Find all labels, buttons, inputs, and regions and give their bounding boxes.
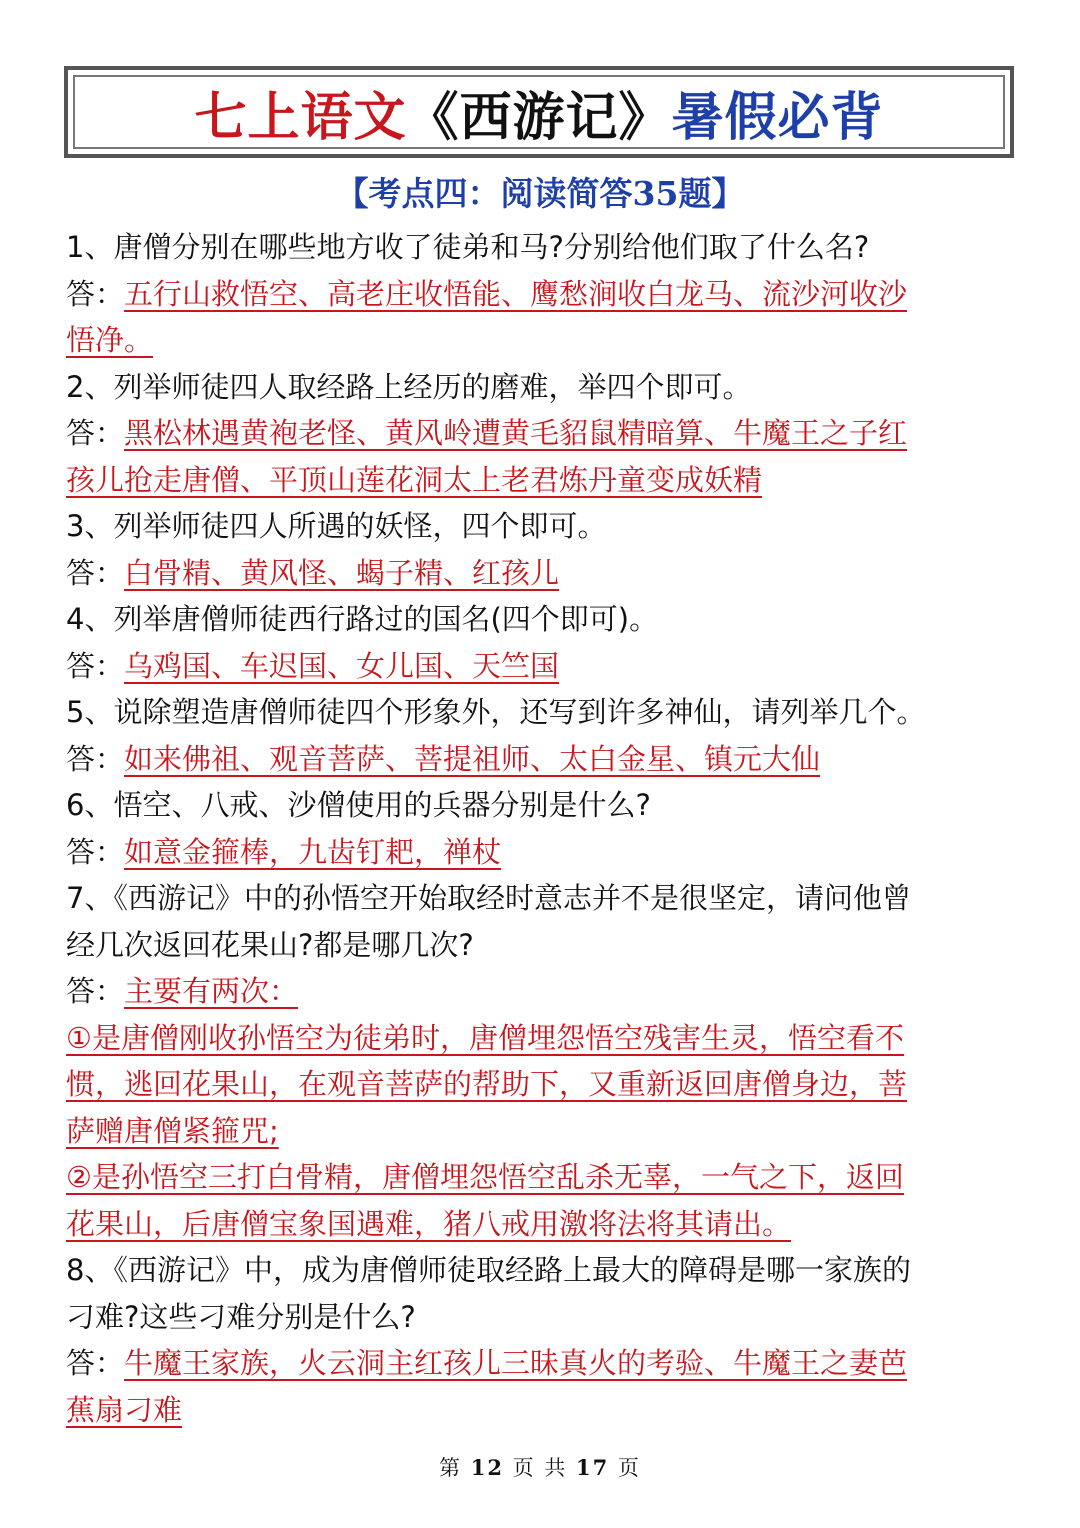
title-part-subject: 七上语文 [194, 86, 407, 148]
answer-label: 答： [66, 834, 125, 869]
question-line: 7、《西游记》中的孙悟空开始取经时意志并不是很坚定，请问他曾 [66, 881, 911, 915]
answer-label: 答： [66, 648, 125, 683]
answer-label: 答： [66, 1346, 125, 1380]
answer-line [66, 736, 1016, 783]
footer-suffix: 页 [617, 1456, 641, 1480]
footer-page-number: 12 [470, 1455, 504, 1480]
answer-text: ①是唐僧刚收孙悟空为徒弟时，唐僧埋怨悟空残害生灵，悟空看不 [66, 1020, 904, 1055]
answer-text: 牛魔王家族，火云洞主红孩儿三昧真火的考验、牛魔王之妻芭 [124, 1346, 908, 1380]
title-frame [64, 66, 1014, 158]
section-title: 【考点四：阅读简答35题】 [335, 174, 745, 213]
answer-line [66, 1387, 1016, 1434]
answer-text: 惯，逃回花果山，在观音菩萨的帮助下，又重新返回唐僧身边，菩 [66, 1067, 908, 1101]
question-line: 8、《西游记》中，成为唐僧师徒取经路上最大的障碍是哪一家族的 [66, 1253, 911, 1287]
answer-text: 如意金箍棒，九齿钉耙，禅杖 [124, 834, 502, 869]
answer-text: 萨赠唐僧紧箍咒; [66, 1113, 279, 1148]
answer-text: 主要有两次： [124, 974, 299, 1008]
question-line: 2、列举师徒四人取经路上经历的磨难，举四个即可。 [66, 369, 752, 404]
answer-line [66, 1340, 1016, 1387]
answer-text: 蕉扇刁难 [66, 1392, 183, 1427]
answer-text: 孩儿抢走唐僧、平顶山莲花洞太上老君炼丹童变成妖精 [66, 462, 763, 497]
footer-total-pages: 17 [576, 1455, 610, 1480]
footer-middle: 页 共 [512, 1456, 568, 1480]
answer-text: 乌鸡国、车迟国、女儿国、天竺国 [124, 648, 560, 683]
question-line: 经几次返回花果山?都是哪几次? [66, 927, 474, 962]
question-line: 4、列举唐僧师徒西行路过的国名(四个即可)。 [66, 602, 659, 636]
answer-line [66, 1154, 1016, 1201]
answer-line [66, 1015, 1016, 1062]
question-line: 6、悟空、八戒、沙僧使用的兵器分别是什么? [66, 788, 651, 822]
answer-text: ②是孙悟空三打白骨精，唐僧埋怨悟空乱杀无辜，一气之下，返回 [66, 1160, 904, 1194]
answer-line [66, 1201, 1016, 1248]
question-line: 3、列举师徒四人所遇的妖怪，四个即可。 [66, 509, 607, 543]
answer-line [66, 410, 1016, 457]
question-line: 刁难?这些刁难分别是什么? [66, 1299, 416, 1334]
answer-line [66, 550, 1016, 597]
question-line: 1、唐僧分别在哪些地方收了徒弟和马?分别给他们取了什么名? [66, 230, 870, 264]
answer-line [66, 1061, 1016, 1108]
answer-label: 答： [66, 416, 125, 450]
answer-text: 五行山救悟空、高老庄收悟能、鹰愁涧收白龙马、流沙河收沙 [124, 276, 908, 311]
answer-label: 答： [66, 555, 125, 590]
answer-label: 答： [66, 276, 125, 311]
page-title [73, 75, 1005, 149]
answer-line [66, 643, 1016, 690]
answer-line [66, 829, 1016, 876]
answer-label: 答： [66, 974, 125, 1008]
answer-line [66, 457, 1016, 504]
title-part-book: 《西游记》 [406, 86, 672, 148]
answer-line [66, 1108, 1016, 1155]
title-part-summer: 暑假必背 [671, 86, 884, 148]
answer-line [66, 271, 1016, 318]
answer-text: 白骨精、黄风怪、蝎子精、红孩儿 [124, 555, 560, 590]
answer-text: 悟净。 [66, 323, 154, 357]
answer-line [66, 968, 1016, 1015]
page-footer [0, 1452, 1080, 1482]
answer-label: 答： [66, 741, 125, 776]
answer-line [66, 317, 1016, 364]
qa-content [66, 224, 1016, 1433]
question-line: 5、说除塑造唐僧师徒四个形象外，还写到许多神仙，请列举几个。 [66, 695, 926, 729]
footer-prefix: 第 [439, 1456, 463, 1480]
answer-text: 花果山，后唐僧宝象国遇难，猪八戒用激将法将其请出。 [66, 1206, 792, 1241]
answer-text: 黑松林遇黄袍老怪、黄风岭遭黄毛貂鼠精暗算、牛魔王之子红 [124, 416, 908, 450]
answer-text: 如来佛祖、观音菩萨、菩提祖师、太白金星、镇元大仙 [124, 741, 821, 776]
